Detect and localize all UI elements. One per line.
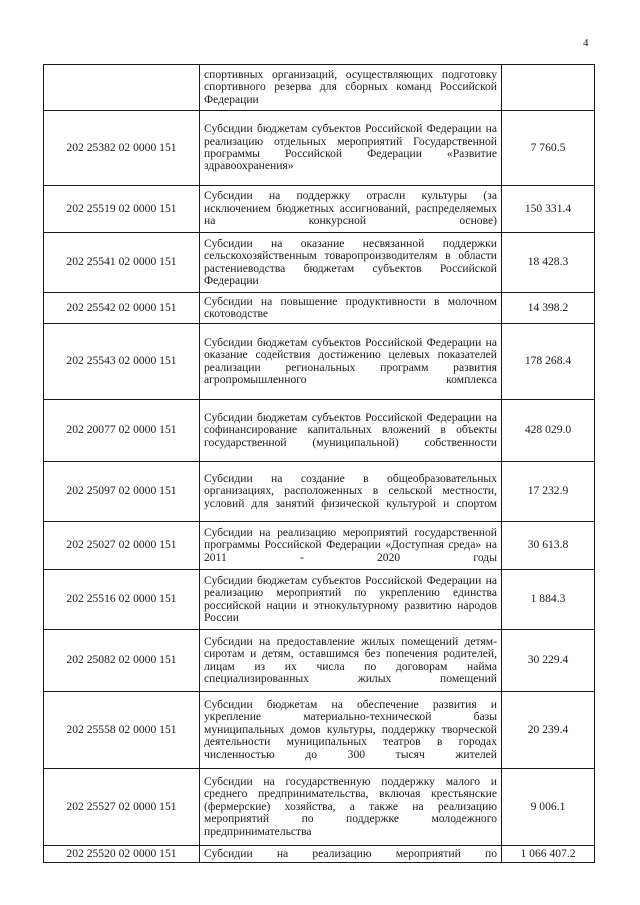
amount-cell: 1 066 407.2 bbox=[502, 846, 595, 863]
description-cell: спортивных организаций, осуществляющих подготовку спортивного резерва для сборных команд Российской Федерации bbox=[200, 65, 502, 111]
amount-cell: 428 029.0 bbox=[502, 400, 595, 462]
table-row bbox=[44, 570, 595, 630]
description-cell: Субсидии на повышение продуктивности в молочном скотоводстве bbox=[200, 293, 502, 324]
amount-cell: 18 428.3 bbox=[502, 233, 595, 293]
table-row bbox=[44, 522, 595, 570]
budget-table bbox=[43, 64, 595, 863]
budget-code-cell: 202 25558 02 0000 151 bbox=[44, 692, 200, 769]
table-row bbox=[44, 324, 595, 400]
budget-code-cell: 202 25527 02 0000 151 bbox=[44, 769, 200, 846]
amount-cell: 7 760.5 bbox=[502, 111, 595, 186]
amount-cell: 178 268.4 bbox=[502, 324, 595, 400]
table-row bbox=[44, 186, 595, 233]
table-row bbox=[44, 65, 595, 111]
amount-cell bbox=[502, 65, 595, 111]
budget-code-cell: 202 20077 02 0000 151 bbox=[44, 400, 200, 462]
table-row bbox=[44, 462, 595, 522]
table-row bbox=[44, 111, 595, 186]
description-cell: Субсидии на создание в общеобразовательных организациях, расположенных в сельской местности, условий для занятий физической культурой и спортом bbox=[200, 462, 502, 522]
budget-code-cell: 202 25542 02 0000 151 bbox=[44, 293, 200, 324]
budget-code-cell: 202 25097 02 0000 151 bbox=[44, 462, 200, 522]
budget-code-cell: 202 25516 02 0000 151 bbox=[44, 570, 200, 630]
description-cell: Субсидии бюджетам субъектов Российской Федерации на реализацию мероприятий по укреплению единства российской нации и этнокультурному развитию народов России bbox=[200, 570, 502, 630]
description-cell: Субсидии бюджетам на обеспечение развития и укрепление материально-технической базы муниципальных домов культуры, поддержку творческой деятельности муниципальных театров в городах численностью до 300 тысяч жителей bbox=[200, 692, 502, 769]
amount-cell: 9 006.1 bbox=[502, 769, 595, 846]
budget-code-cell: 202 25543 02 0000 151 bbox=[44, 324, 200, 400]
table-row bbox=[44, 846, 595, 863]
description-cell: Субсидии на реализацию мероприятий государственной программы Российской Федерации «Доступная среда» на 2011 - 2020 годы bbox=[200, 522, 502, 570]
description-cell: Субсидии на оказание несвязанной поддержки сельскохозяйственным товаропроизводителям в области растениеводства бюджетам субъектов Российской Федерации bbox=[200, 233, 502, 293]
amount-cell: 20 239.4 bbox=[502, 692, 595, 769]
table-row bbox=[44, 769, 595, 846]
description-cell: Субсидии на поддержку отрасли культуры (за исключением бюджетных ассигнований, распределяемых на конкурсной основе) bbox=[200, 186, 502, 233]
budget-code-cell: 202 25027 02 0000 151 bbox=[44, 522, 200, 570]
table-row bbox=[44, 293, 595, 324]
description-cell: Субсидии на предоставление жилых помещений детям-сиротам и детям, оставшимся без попечения родителей, лицам из их числа по договорам найма специализированных жилых помещений bbox=[200, 630, 502, 692]
budget-code-cell: 202 25519 02 0000 151 bbox=[44, 186, 200, 233]
table-row bbox=[44, 630, 595, 692]
amount-cell: 30 613.8 bbox=[502, 522, 595, 570]
budget-code-cell: 202 25382 02 0000 151 bbox=[44, 111, 200, 186]
description-cell: Субсидии бюджетам субъектов Российской Федерации на реализацию отдельных мероприятий Государственной программы Российской Федерации «Развитие здравоохранения» bbox=[200, 111, 502, 186]
table-row bbox=[44, 233, 595, 293]
budget-code-cell: 202 25520 02 0000 151 bbox=[44, 846, 200, 863]
description-cell: Субсидии на реализацию мероприятий по bbox=[200, 846, 502, 863]
description-cell: Субсидии бюджетам субъектов Российской Федерации на оказание содействия достижению целевых показателей реализации региональных программ развития агропромышленного комплекса bbox=[200, 324, 502, 400]
description-cell: Субсидии на государственную поддержку малого и среднего предпринимательства, включая крестьянские (фермерские) хозяйства, а также на реализацию мероприятий по поддержке молодежного предпринимательства bbox=[200, 769, 502, 846]
amount-cell: 14 398.2 bbox=[502, 293, 595, 324]
budget-code-cell bbox=[44, 65, 200, 111]
amount-cell: 17 232.9 bbox=[502, 462, 595, 522]
table-row bbox=[44, 400, 595, 462]
description-cell: Субсидии бюджетам субъектов Российской Федерации на софинансирование капитальных вложений в объекты государственной (муниципальной) собственности bbox=[200, 400, 502, 462]
budget-code-cell: 202 25541 02 0000 151 bbox=[44, 233, 200, 293]
page-number: 4 bbox=[583, 37, 589, 49]
amount-cell: 150 331.4 bbox=[502, 186, 595, 233]
amount-cell: 1 884.3 bbox=[502, 570, 595, 630]
budget-code-cell: 202 25082 02 0000 151 bbox=[44, 630, 200, 692]
table-row bbox=[44, 692, 595, 769]
amount-cell: 30 229.4 bbox=[502, 630, 595, 692]
